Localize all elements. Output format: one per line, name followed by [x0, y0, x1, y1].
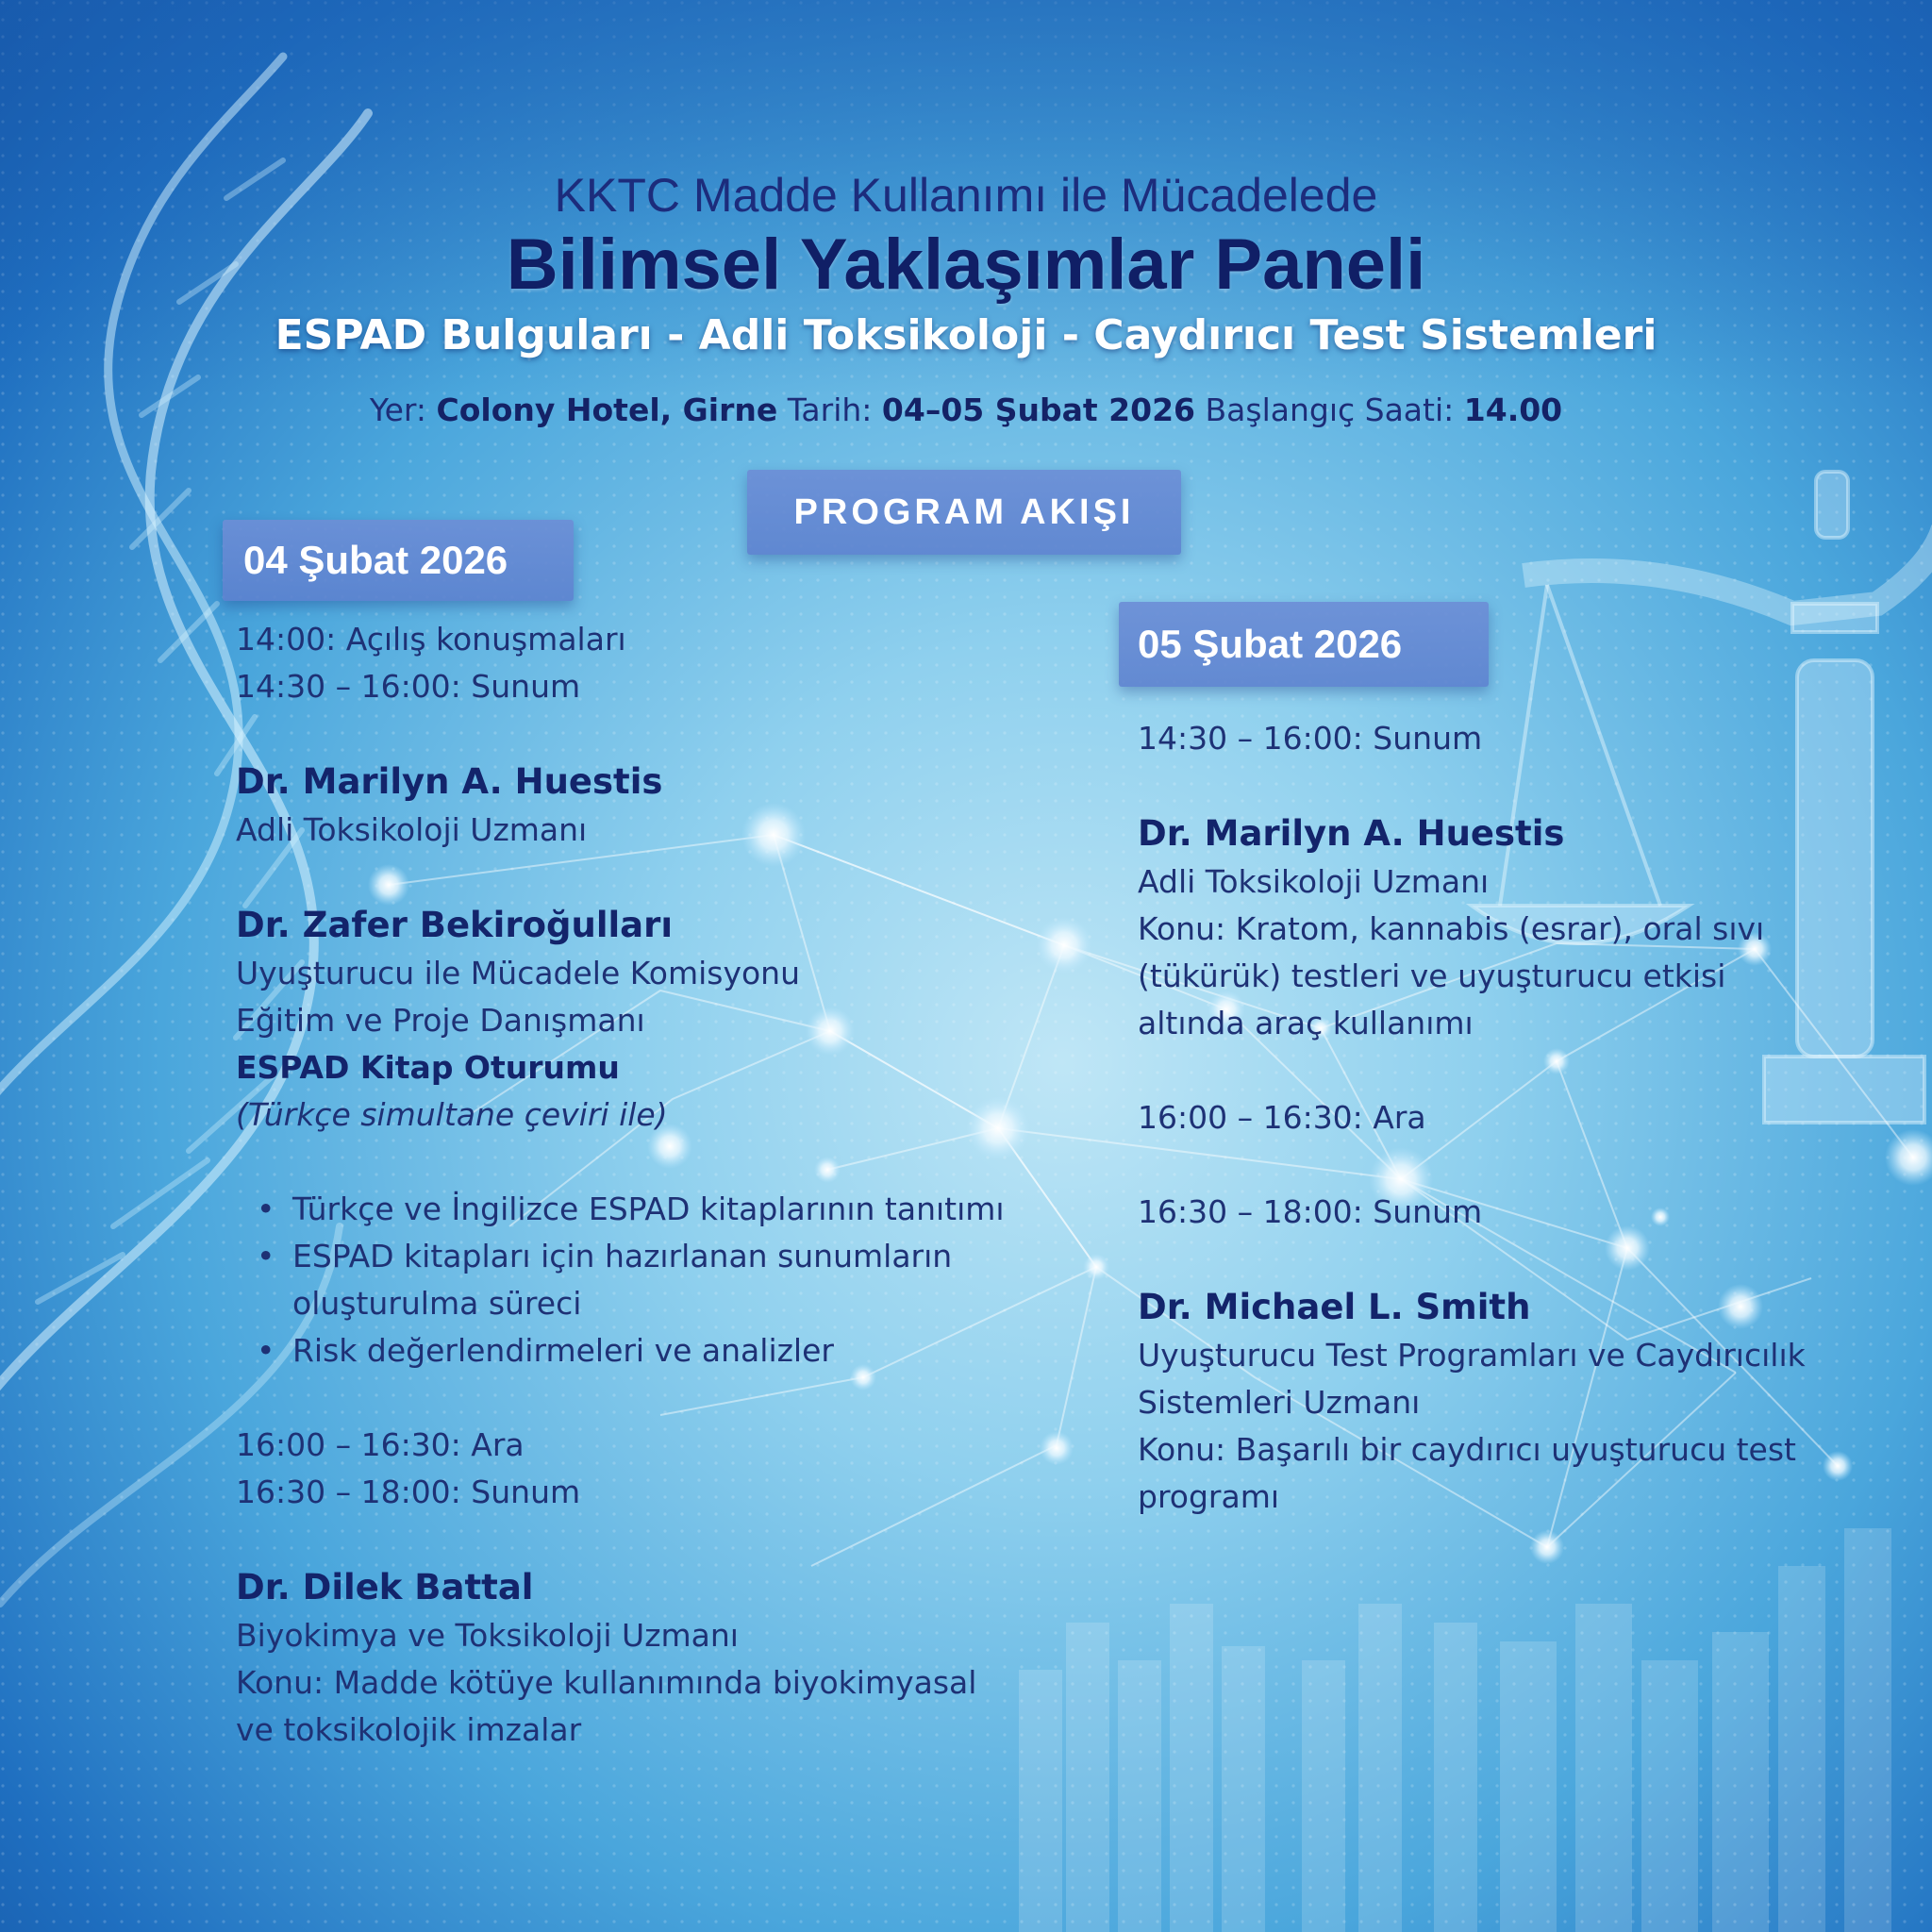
speaker-role: Adli Toksikoloji Uzmanı — [1138, 863, 1490, 900]
venue-label: Yer: — [369, 391, 427, 428]
speaker-topic: Konu: Başarılı bir caydırıcı uyuşturucu test — [1138, 1431, 1796, 1468]
list-item: • Türkçe ve İngilizce ESPAD kitaplarının tanıtımı — [236, 1186, 1019, 1233]
schedule-time: 16:30 – 18:00: Sunum — [1138, 1193, 1483, 1230]
speaker-topic: altında araç kullanımı — [1138, 1005, 1474, 1041]
list-item: • Risk değerlendirmeleri ve analizler — [236, 1327, 1019, 1374]
speaker-name: Dr. Michael L. Smith — [1138, 1287, 1531, 1327]
session-title: ESPAD Kitap Oturumu — [236, 1049, 620, 1086]
day2-date-heading: 05 Şubat 2026 — [1119, 602, 1489, 687]
day1-date-heading: 04 Şubat 2026 — [223, 520, 574, 601]
speaker-topic: ve toksikolojik imzalar — [236, 1711, 582, 1748]
session-topics-list — [236, 1186, 1019, 1280]
program-heading: PROGRAM AKIŞI — [747, 470, 1181, 555]
speaker-topic: programı — [1138, 1478, 1280, 1515]
speaker-name: Dr. Marilyn A. Huestis — [1138, 813, 1565, 854]
schedule-time: 16:00 – 16:30: Ara — [1138, 1099, 1426, 1136]
date-value: 04–05 Şubat 2026 — [881, 391, 1196, 428]
list-item: • ESPAD kitapları için hazırlanan sunumların — [236, 1233, 1019, 1280]
page-title: Bilimsel Yaklaşımlar Paneli — [506, 225, 1426, 305]
schedule-time: 14:30 – 16:00: Sunum — [236, 668, 581, 705]
speaker-topic: Konu: Kratom, kannabis (esrar), oral sıvı — [1138, 910, 1765, 947]
schedule-time: 14:00: Açılış konuşmaları — [236, 621, 626, 658]
speaker-topic: Konu: Madde kötüye kullanımında biyokimyasal — [236, 1664, 977, 1701]
header-kicker: KKTC Madde Kullanımı ile Mücadelede — [554, 169, 1378, 222]
page-subtitle: ESPAD Bulguları - Adli Toksikoloji - Caydırıcı Test Sistemleri — [275, 311, 1657, 359]
start-value: 14.00 — [1463, 391, 1563, 428]
speaker-role: Sistemleri Uzmanı — [1138, 1384, 1421, 1421]
schedule-time: 14:30 – 16:00: Sunum — [1138, 720, 1483, 757]
day2-schedule — [1138, 715, 1855, 1521]
speaker-name: Dr. Marilyn A. Huestis — [236, 761, 663, 802]
speaker-role: Uyuşturucu Test Programları ve Caydırıcılık — [1138, 1337, 1806, 1374]
speaker-role: Eğitim ve Proje Danışmanı — [236, 1002, 645, 1039]
event-info-line — [0, 391, 1932, 428]
date-label: Tarih: — [787, 391, 873, 428]
venue-value: Colony Hotel, Girne — [436, 391, 778, 428]
speaker-topic: (tükürük) testleri ve uyuşturucu etkisi — [1138, 958, 1726, 994]
speaker-role: Adli Toksikoloji Uzmanı — [236, 811, 588, 848]
day1-schedule — [236, 616, 1019, 1754]
speaker-role: Biyokimya ve Toksikoloji Uzmanı — [236, 1617, 739, 1654]
speaker-name: Dr. Zafer Bekiroğulları — [236, 905, 674, 945]
speaker-role: Uyuşturucu ile Mücadele Komisyonu — [236, 955, 801, 991]
session-topics-list-cont — [236, 1327, 1019, 1374]
speaker-name: Dr. Dilek Battal — [236, 1567, 534, 1607]
start-label: Başlangıç Saati: — [1205, 391, 1455, 428]
session-note: (Türkçe simultane çeviri ile) — [236, 1096, 668, 1133]
schedule-time: 16:00 – 16:30: Ara — [236, 1426, 525, 1463]
schedule-time: 16:30 – 18:00: Sunum — [236, 1474, 581, 1510]
list-item-continuation: oluşturulma süreci — [292, 1285, 582, 1322]
